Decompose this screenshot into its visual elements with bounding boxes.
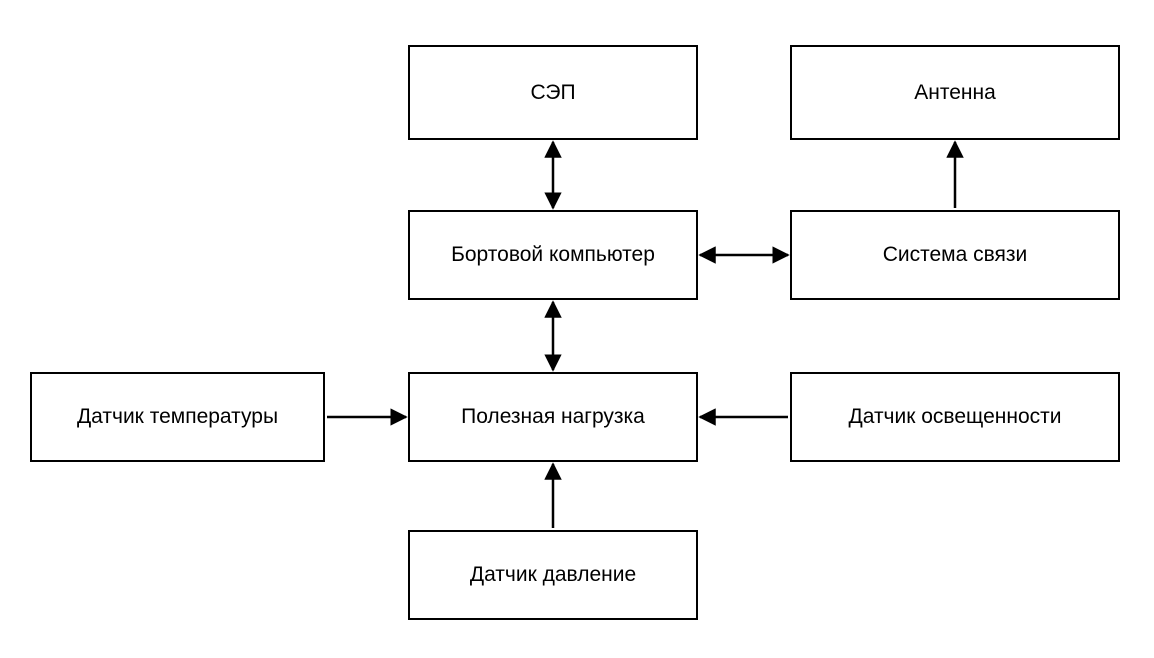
node-payload[interactable] [408,372,698,462]
node-label: Датчик освещенности [848,405,1062,429]
node-seb[interactable] [408,45,698,140]
node-label: Датчик давление [469,563,637,587]
node-communication-system[interactable] [790,210,1120,300]
node-label: Система связи [882,243,1028,267]
node-temperature-sensor[interactable] [30,372,325,462]
node-light-sensor[interactable] [790,372,1120,462]
node-label: Антенна [914,80,996,104]
node-label: СЭП [530,80,576,104]
node-antenna[interactable] [790,45,1120,140]
node-label: Бортовой компьютер [451,243,655,267]
node-pressure-sensor[interactable] [408,530,698,620]
node-onboard-computer[interactable] [408,210,698,300]
node-label: Полезная нагрузка [461,405,645,429]
node-label: Датчик температуры [76,405,279,429]
